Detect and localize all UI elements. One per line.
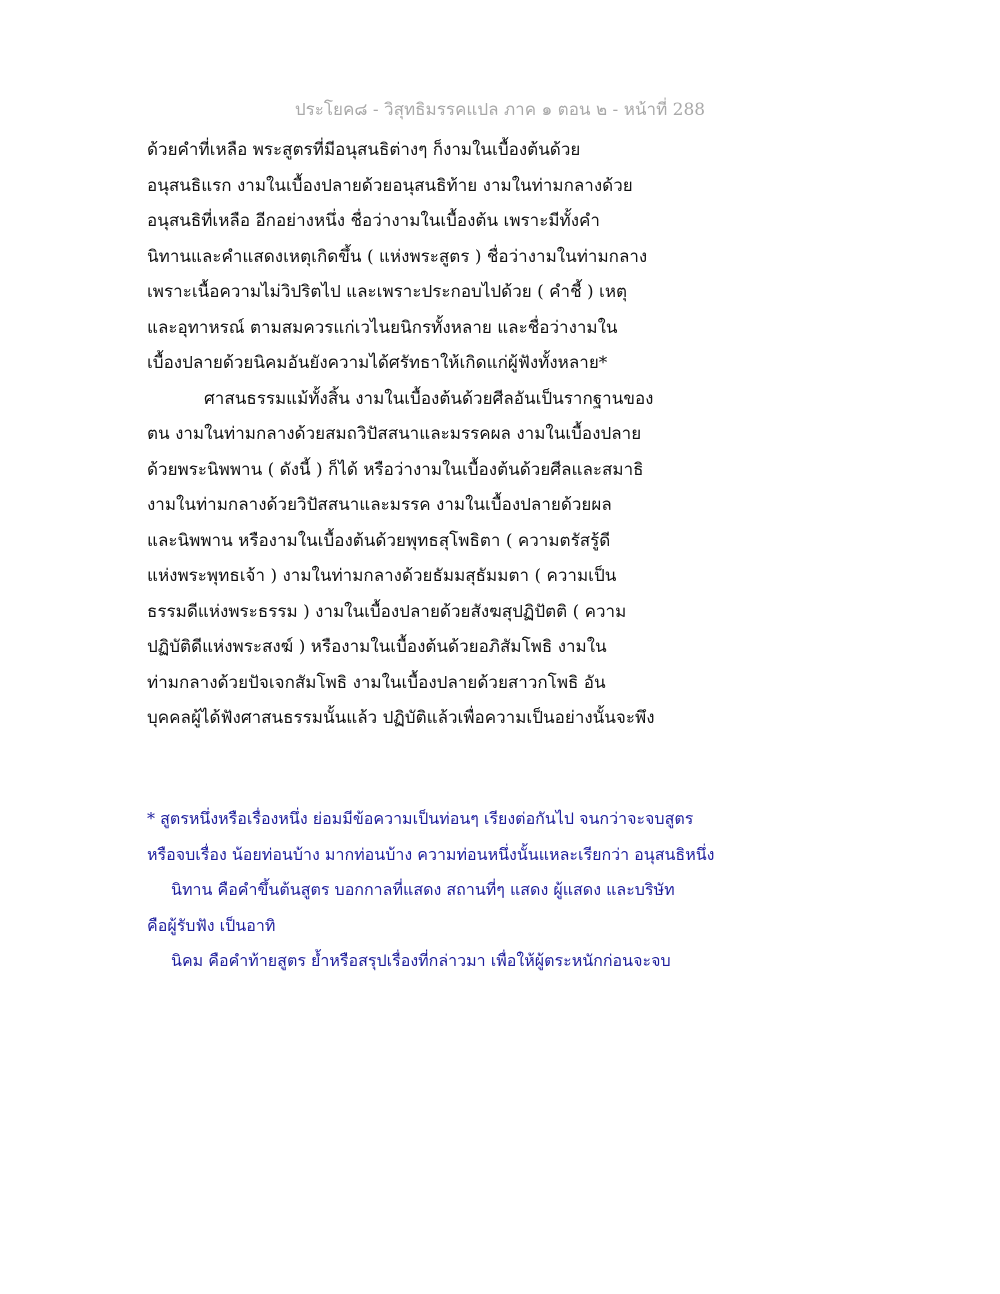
text-line: ด้วยคำที่เหลือ พระสูตรที่มีอนุสนธิต่างๆ ก็งามในเบื้องต้นด้วย [147, 140, 581, 160]
text-line: ท่ามกลางด้วยปัจเจกสัมโพธิ งามในเบื้องปลายด้วยสาวกโพธิ อัน [147, 672, 606, 693]
footnote-line: คือผู้รับฟัง เป็นอาทิ [147, 915, 276, 935]
text-line: อนุสนธิแรก งามในเบื้องปลายด้วยอนุสนธิท้าย งามในท่ามกลางด้วย [147, 175, 633, 196]
footnote-line: นิทาน คือคำขึ้นต้นสูตร บอกกาลที่แสดง สถานที่ๆ แสดง ผู้แสดง และบริษัท [171, 880, 675, 899]
text-line: เบื้องปลายด้วยนิคมอันยังความได้ศรัทธาให้เกิดแก่ผู้ฟังทั้งหลาย* [147, 353, 608, 373]
text-line: งามในท่ามกลางด้วยวิปัสสนาและมรรค งามในเบื้องปลายด้วยผล [147, 495, 612, 515]
text-line: นิทานและคำแสดงเหตุเกิดขึ้น ( แห่งพระสูตร ) ชื่อว่างามในท่ามกลาง [147, 246, 648, 267]
body-text [147, 133, 767, 737]
page-header: ประโยค๘ - วิสุทธิมรรคแปล ภาค ๑ ตอน ๒ - หน้าที่ 288 [294, 100, 706, 120]
footnote [147, 801, 907, 979]
text-line: ปฏิบัติดีแห่งพระสงฆ์ ) หรืองามในเบื้องต้นด้วยอภิสัมโพธิ งามใน [147, 637, 607, 657]
footnote-line: นิคม คือคำท้ายสูตร ย้ำหรือสรุปเรื่องที่กล่าวมา เพื่อให้ผู้ตระหนักก่อนจะจบ [171, 951, 671, 970]
footnote-line: หรือจบเรื่อง น้อยท่อนบ้าง มากท่อนบ้าง ความท่อนหนึ่งนั้นแหละเรียกว่า อนุสนธิหนึ่ง [147, 844, 715, 864]
text-line: ด้วยพระนิพพาน ( ดังนี้ ) ก็ได้ หรือว่างามในเบื้องต้นด้วยศีลและสมาธิ [147, 459, 644, 480]
text-line: บุคคลผู้ได้ฟังศาสนธรรมนั้นแล้ว ปฏิบัติแล้วเพื่อความเป็นอย่างนั้นจะพึง [147, 708, 655, 728]
text-line: ตน งามในท่ามกลางด้วยสมถวิปัสสนาและมรรคผล งามในเบื้องปลาย [147, 424, 642, 444]
text-line: เพราะเนื้อความไม่วิปริตไป และเพราะประกอบไปด้วย ( คำชี้ ) เหตุ [147, 282, 628, 302]
text-line: และอุทาหรณ์ ตามสมควรแก่เวไนยนิกรทั้งหลาย และชื่อว่างามใน [147, 317, 618, 338]
text-line: ธรรมดีแห่งพระธรรม ) งามในเบื้องปลายด้วยสังฆสุปฏิปัตติ ( ความ [147, 601, 627, 622]
footnote-line: * สูตรหนึ่งหรือเรื่องหนึ่ง ย่อมมีข้อความเป็นท่อนๆ เรียงต่อกันไป จนกว่าจะจบสูตร [147, 809, 694, 828]
text-line: อนุสนธิที่เหลือ อีกอย่างหนึ่ง ชื่อว่างามในเบื้องต้น เพราะมีทั้งคำ [147, 211, 600, 231]
text-line: แห่งพระพุทธเจ้า ) งามในท่ามกลางด้วยธัมมสุธัมมตา ( ความเป็น [147, 566, 617, 586]
paragraph-start-line: ศาสนธรรมแม้ทั้งสิ้น งามในเบื้องต้นด้วยศีลอันเป็นรากฐานของ [204, 388, 654, 409]
text-line: และนิพพาน หรืองามในเบื้องต้นด้วยพุทธสุโพธิตา ( ความตรัสรู้ดี [147, 530, 611, 551]
